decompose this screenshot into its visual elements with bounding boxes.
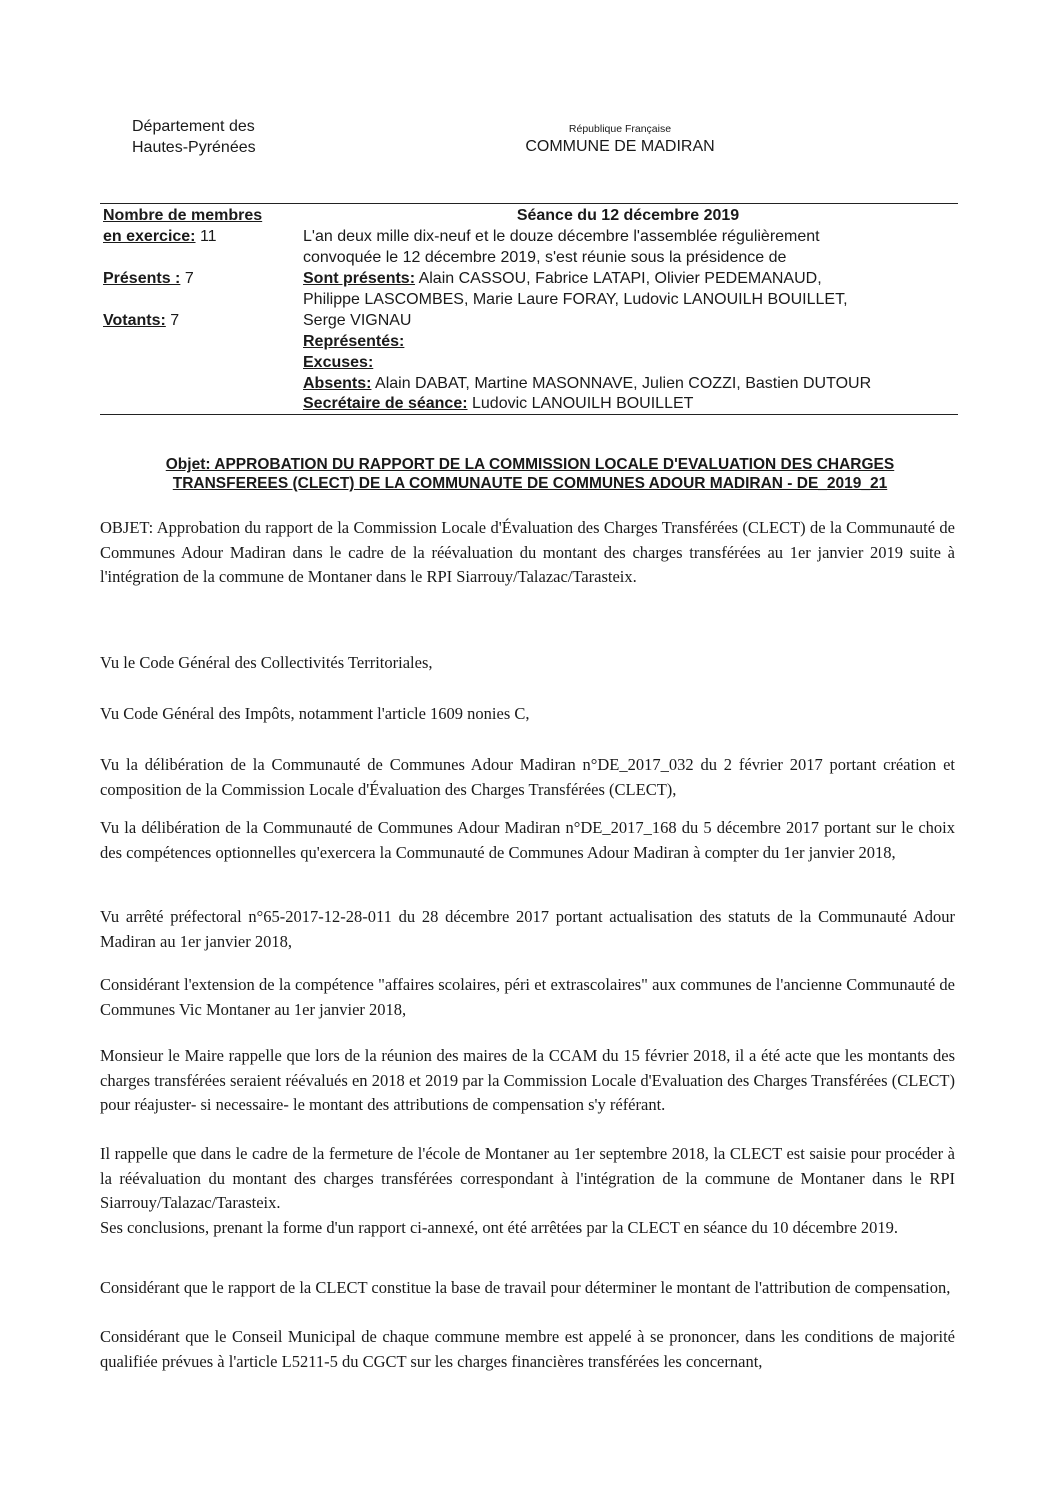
paragraph-considerant-extension: Considérant l'extension de la compétence "affaires scolaires, péri et extrascolaires" aux communes de l'ancienne Communauté de Communes Vic Montaner au 1er janvier 2018, xyxy=(100,975,955,1019)
session-title: Séance du 12 décembre 2019 xyxy=(516,207,740,224)
session-intro-2: convoquée le 12 décembre 2019, s'est réunie sous la présidence de xyxy=(303,249,787,266)
paragraph-il-rappelle: Il rappelle que dans le cadre de la fermeture de l'école de Montaner au 1er septembre 2018, la CLECT est saisie pour procéder à la réévaluation du montant des charges transférées correspondant à l'intégration de la commune de Montaner dans le RPI Siarrouy/Talazac/Tarasteix. xyxy=(100,1144,955,1213)
paragraph-vu-deliberation-032: Vu la délibération de la Communauté de Communes Adour Madiran n°DE_2017_032 du 2 février 2017 portant création et composition de la Commission Locale d'Évaluation des Charges Transférées (CLECT), xyxy=(100,755,955,799)
members-label-2: en exercice: xyxy=(103,228,196,245)
votants-row xyxy=(103,311,179,331)
absents-row xyxy=(303,374,871,394)
presents-names-2: Philippe LASCOMBES, Marie Laure FORAY, Ludovic LANOUILH BOUILLET, xyxy=(303,291,848,308)
paragraph-objet: OBJET: Approbation du rapport de la Commission Locale d'Évaluation des Charges Transférées (CLECT) de la Communauté de Communes Adour Madiran dans le cadre de la réévaluation du montant des charges transférées au 1er janvier 2019 suite à l'intégration de la commune de Montaner dans le RPI Siarrouy/Talazac/Tarasteix. xyxy=(100,518,955,587)
presents-names-3: Serge VIGNAU xyxy=(303,312,412,329)
members-label-1: Nombre de membres xyxy=(103,207,263,224)
members-row xyxy=(103,227,217,247)
excuses-heading: Excuses: xyxy=(303,354,374,371)
secretaire-row xyxy=(303,394,693,414)
secretaire-name: Ludovic LANOUILH BOUILLET xyxy=(472,395,694,412)
session-intro-1: L'an deux mille dix-neuf et le douze décembre l'assemblée régulièrement xyxy=(303,228,820,245)
paragraph-vu-arrete: Vu arrêté préfectoral n°65-2017-12-28-011 du 28 décembre 2017 portant actualisation des statuts de la Communauté Adour Madiran au 1er janvier 2018, xyxy=(100,907,955,951)
presents-heading: Sont présents: xyxy=(303,270,416,287)
secretaire-heading: Secrétaire de séance: xyxy=(303,395,468,412)
presents-names-1: Alain CASSOU, Fabrice LATAPI, Olivier PEDEMANAUD, xyxy=(418,270,822,287)
paragraph-vu-deliberation-168: Vu la délibération de la Communauté de Communes Adour Madiran n°DE_2017_168 du 5 décembre 2017 portant sur le choix des compétences optionnelles qu'exercera la Communauté de Communes Adour Madiran à compter du 1er janvier 2018, xyxy=(100,818,955,862)
department-block xyxy=(132,116,256,158)
object-title-line-2: TRANSFEREES (CLECT) DE LA COMMUNAUTE DE COMMUNES ADOUR MADIRAN - DE_2019_21 xyxy=(172,475,888,492)
absents-names: Alain DABAT, Martine MASONNAVE, Julien COZZI, Bastien DUTOUR xyxy=(375,375,872,392)
absents-heading: Absents: xyxy=(303,375,372,392)
votants-value: 7 xyxy=(170,312,180,329)
presents-value: 7 xyxy=(184,270,194,287)
presents-names-row xyxy=(303,269,822,289)
paragraph-vu-cgct: Vu le Code Général des Collectivités Territoriales, xyxy=(100,653,433,672)
representes-heading: Représentés: xyxy=(303,333,405,350)
paragraph-vu-cgi: Vu Code Général des Impôts, notamment l'article 1609 nonies C, xyxy=(100,704,530,723)
republic-label: République Française xyxy=(568,123,672,135)
department-line-1: Département des xyxy=(132,118,255,135)
object-title xyxy=(100,455,960,493)
votants-label: Votants: xyxy=(103,312,166,329)
paragraph-conclusions: Ses conclusions, prenant la forme d'un rapport ci-annexé, ont été arrêtées par la CLECT en séance du 10 décembre 2019. xyxy=(100,1218,899,1237)
object-title-line-1: Objet: APPROBATION DU RAPPORT DE LA COMMISSION LOCALE D'EVALUATION DES CHARGES xyxy=(165,456,895,473)
members-value: 11 xyxy=(199,228,217,245)
paragraph-maire-rappelle: Monsieur le Maire rappelle que lors de la réunion des maires de la CCAM du 15 février 2018, il a été acte que les montants des charges transférées seraient réévalués en 2018 et 2019 par la Commission Locale d'Evaluation des Charges Transférées (CLECT) pour réajuster- si necessaire- le montant des attributions de compensation s'y référant. xyxy=(100,1046,955,1115)
presents-label: Présents : xyxy=(103,270,181,287)
paragraph-considerant-conseil: Considérant que le Conseil Municipal de chaque commune membre est appelé à se prononcer, dans les conditions de majorité qualifiée prévues à l'article L5211-5 du CGCT sur les charges financières transférées les concernant, xyxy=(100,1327,955,1371)
presents-row xyxy=(103,269,194,289)
commune-block xyxy=(500,122,740,158)
commune-name: COMMUNE DE MADIRAN xyxy=(525,138,715,155)
paragraph-considerant-rapport: Considérant que le rapport de la CLECT constitue la base de travail pour déterminer le montant de l'attribution de compensation, xyxy=(100,1278,951,1297)
session-block xyxy=(100,203,958,415)
department-line-2: Hautes-Pyrénées xyxy=(132,139,256,156)
